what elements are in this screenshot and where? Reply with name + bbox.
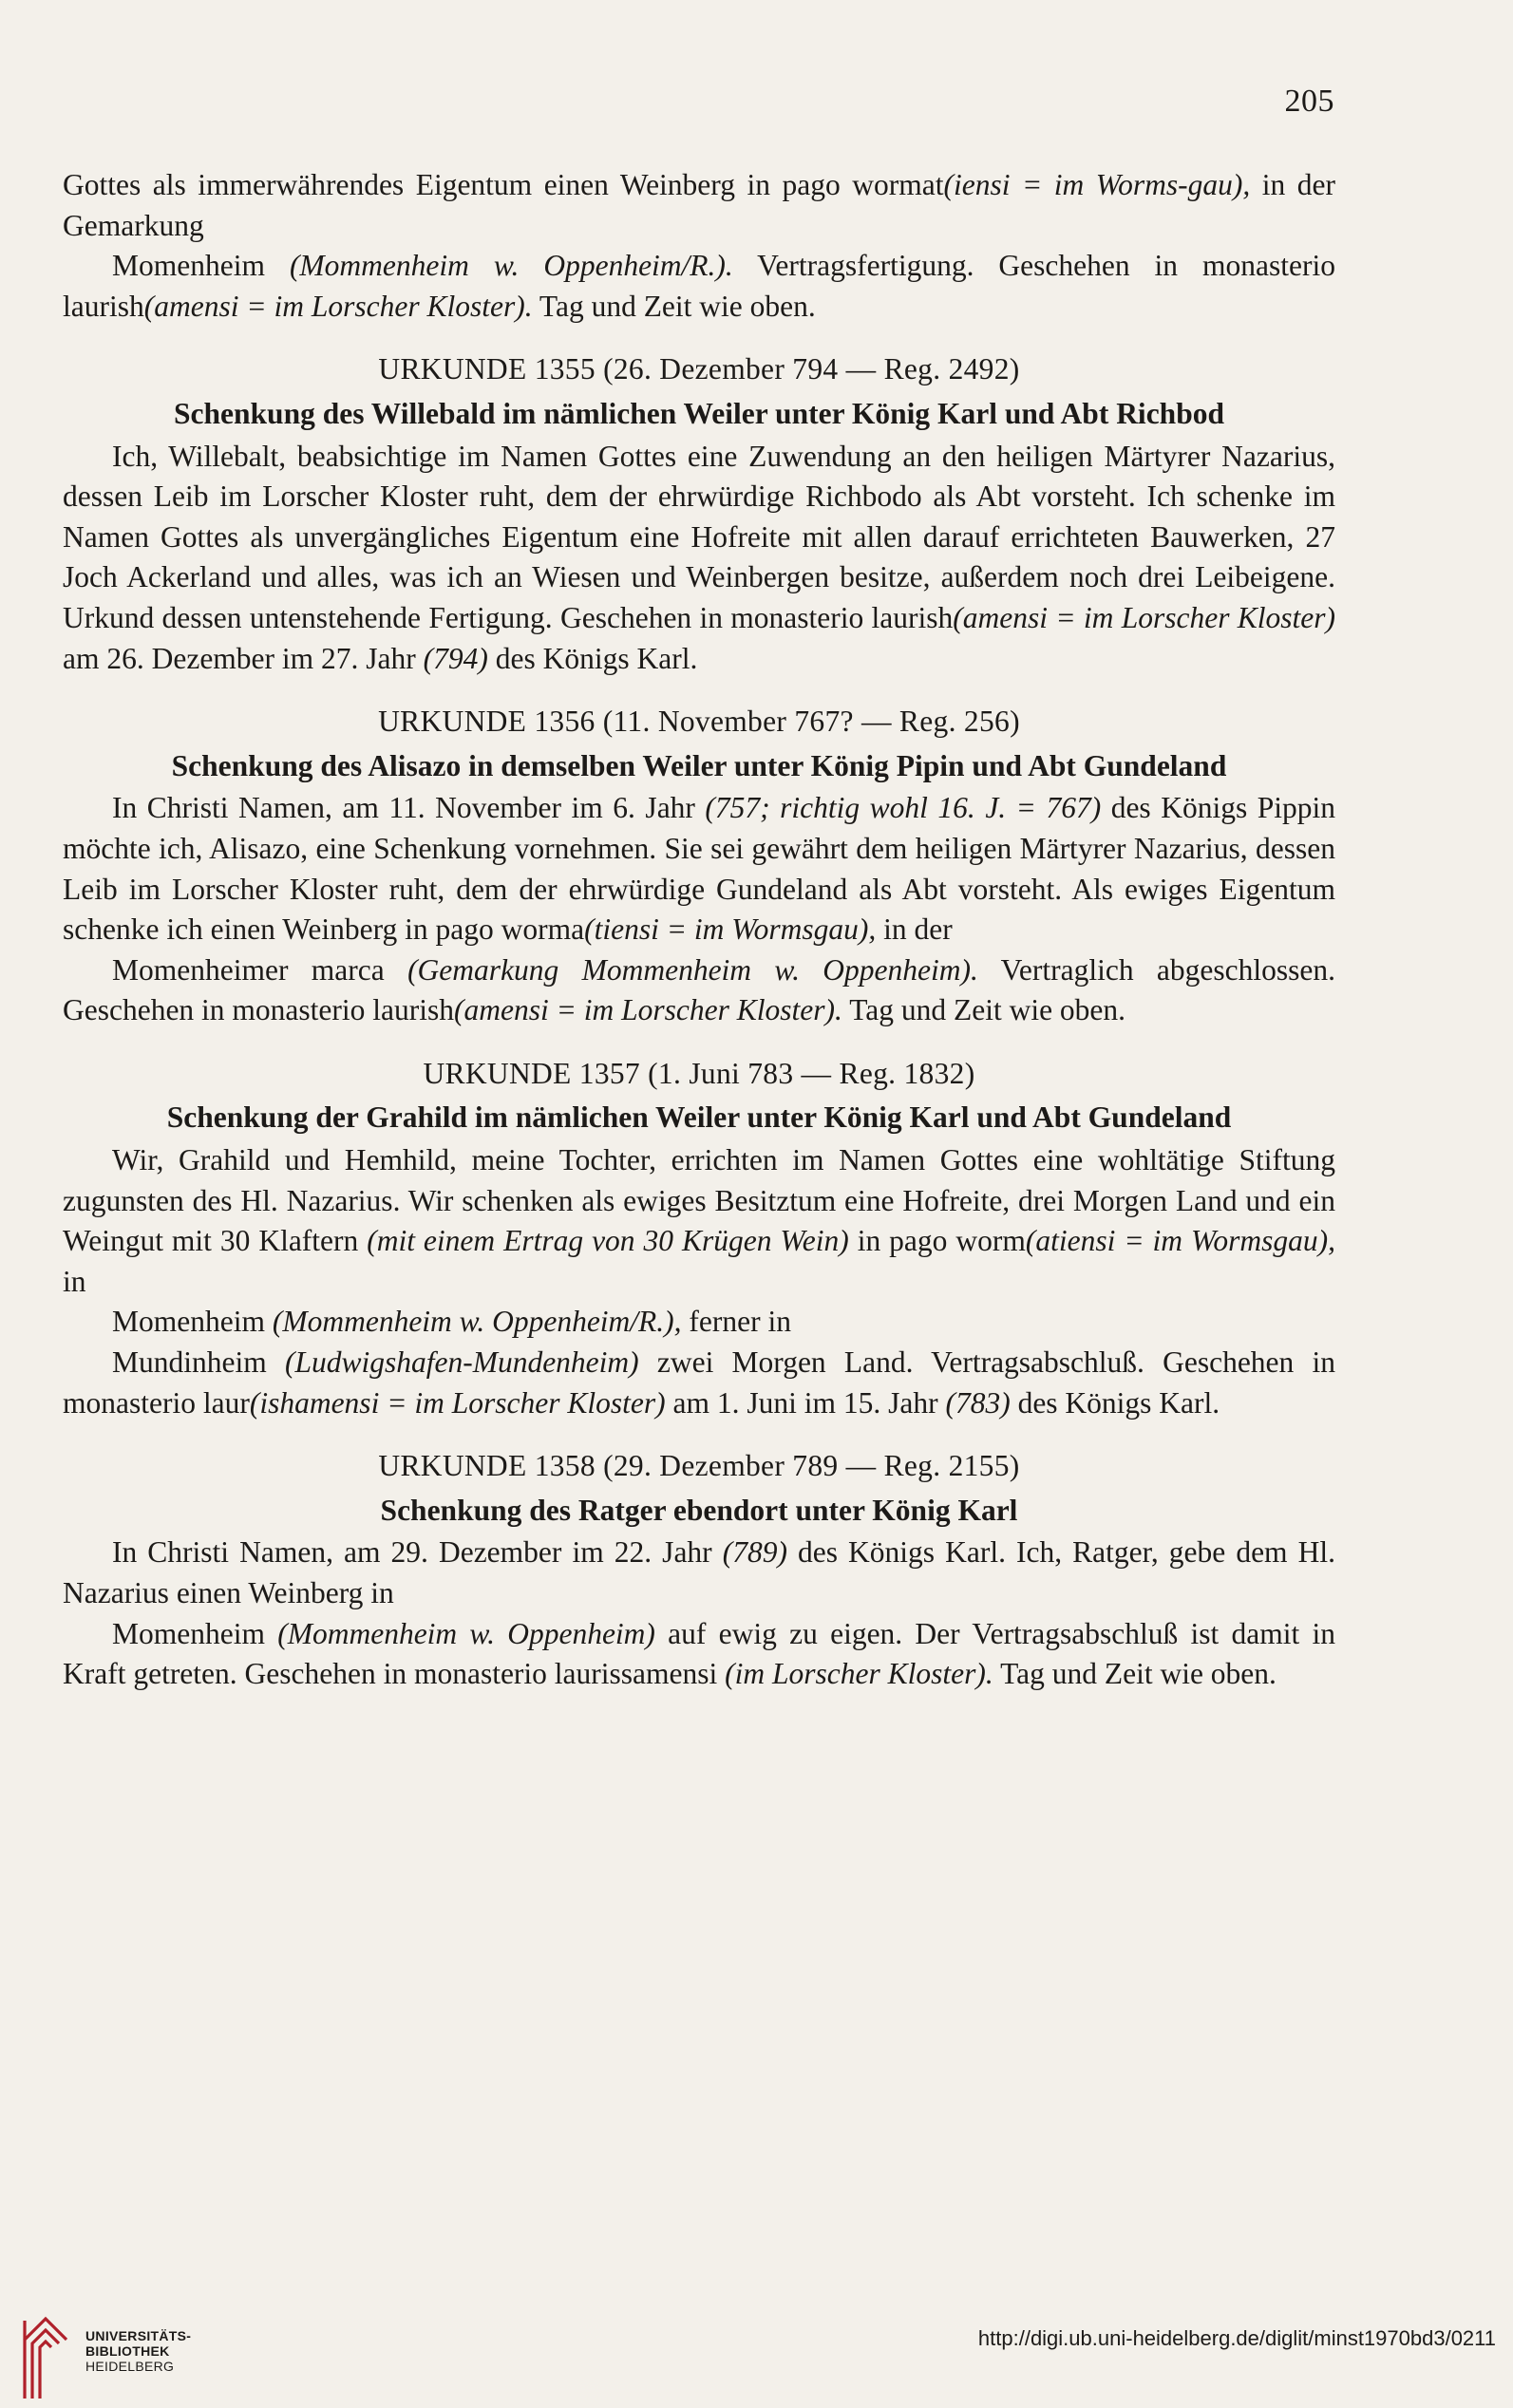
library-logo-icon [17, 2311, 72, 2400]
text-run: in der Gemarkung [63, 168, 1335, 242]
paragraph [63, 1343, 1335, 1423]
italic-run: (Mommenheim w. Oppenheim) [277, 1616, 655, 1650]
paragraph [63, 788, 1335, 950]
italic-run: (789) [722, 1535, 787, 1570]
page-number: 205 [1284, 84, 1334, 119]
text-run: Mundinheim [112, 1345, 285, 1380]
source-url-link[interactable]: http://digi.ub.uni-heidelberg.de/diglit/minst1970bd3/0211 [977, 2326, 1496, 2350]
text-run: Gottes als immerwährendes Eigentum einen Weinberg in pago wormat [63, 168, 944, 201]
text-run: In Christi Namen, am 29. Dezember im 22. Jahr [112, 1535, 723, 1570]
text-run: Vertragsfertigung. Geschehen in monasterio laurish [63, 249, 1335, 323]
italic-run: (tiensi = im Wormsgau), [584, 912, 877, 947]
italic-run: (amensi = im Lorscher Kloster). [454, 993, 842, 1027]
paragraph [63, 1140, 1335, 1302]
document-title-1357: Schenkung der Grahild im nämlichen Weiler unter König Karl und Abt Gundeland [166, 1101, 1232, 1135]
document-title-1355: Schenkung des Willebald im nämlichen Weiler unter König Karl und Abt Richbod [174, 396, 1224, 430]
italic-run: (Gemarkung Mommenheim w. Oppenheim). [407, 952, 978, 987]
paragraph [63, 437, 1335, 680]
text-run: Vertraglich abgeschlossen. Geschehen in monasterio laurish [63, 952, 1335, 1027]
library-name-line: UNIVERSITÄTS- [85, 2328, 192, 2343]
text-run: Tag und Zeit wie oben. [532, 289, 816, 323]
paragraph [63, 1533, 1335, 1613]
text-run: Momenheim [112, 249, 290, 283]
italic-run: (ishamensi = im Lorscher Kloster) [249, 1385, 666, 1420]
italic-run: (794) [423, 641, 488, 675]
footer [0, 2298, 1513, 2408]
text-run: Wir, Grahild und Hemhild, meine Tochter, errichten im Namen Gottes eine wohltätige Stiftung zugunsten des Hl. Nazarius. Wir schenken als ewiges Besitztum eine Hofreite, drei Morgen Land und ein Weingut mit 30 Klaftern [63, 1143, 1335, 1258]
text-run: zwei Morgen Land. Vertragsabschluß. Geschehen in monasterio laur [63, 1345, 1335, 1420]
text-run: auf ewig zu eigen. Der Vertragsabschluß ist damit in Kraft getreten. Geschehen in monasterio laurissamensi [63, 1616, 1336, 1691]
text-run: ferner in [681, 1305, 791, 1339]
document-title-1356: Schenkung des Alisazo in demselben Weiler unter König Pipin und Abt Gundeland [171, 748, 1227, 782]
paragraph [63, 1302, 1335, 1343]
italic-run: (Mommenheim w. Oppenheim/R.), [272, 1305, 682, 1339]
italic-run: (757; richtig wohl 16. J. = 767) [705, 791, 1102, 825]
paragraph [63, 1614, 1335, 1695]
italic-run: (Ludwigshafen-Mundenheim) [284, 1345, 639, 1380]
text-run: des Königs Karl. Ich, Ratger, gebe dem Hl. Nazarius einen Weinberg in [63, 1535, 1335, 1609]
text-run: am 26. Dezember im 27. Jahr [63, 641, 424, 675]
text-run: Tag und Zeit wie oben. [842, 993, 1126, 1027]
italic-run: (iensi = im Worms-gau), [943, 168, 1251, 201]
text-run: in der [876, 912, 953, 947]
text-run: in pago worm [848, 1224, 1026, 1258]
italic-run: (amensi = im Lorscher Kloster). [143, 289, 533, 323]
text-run: des Königs Karl. [487, 641, 698, 675]
text-run: in [63, 1264, 86, 1298]
document-heading-1356: URKUNDE 1356 (11. November 767? — Reg. 256) [378, 705, 1020, 739]
document-heading-1358: URKUNDE 1358 (29. Dezember 789 — Reg. 2155) [378, 1449, 1020, 1483]
library-name-line: BIBLIOTHEK [85, 2343, 170, 2359]
text-run: am 1. Juni im 15. Jahr [665, 1385, 946, 1420]
text-run: Momenheim [112, 1305, 273, 1339]
page-content [63, 165, 1335, 1695]
italic-run: (atiensi = im Wormsgau), [1025, 1224, 1335, 1258]
document-title-1358: Schenkung des Ratger ebendort unter König Karl [380, 1493, 1018, 1527]
paragraph [63, 950, 1335, 1031]
italic-run: (Mommenheim w. Oppenheim/R.). [289, 249, 733, 283]
document-heading-1357: URKUNDE 1357 (1. Juni 783 — Reg. 1832) [423, 1056, 975, 1090]
text-run: Momenheim [112, 1616, 278, 1650]
italic-run: (im Lorscher Kloster). [725, 1657, 993, 1691]
text-run: des Königs Karl. [1010, 1385, 1220, 1420]
library-name [85, 2328, 191, 2374]
paragraph [63, 165, 1335, 246]
text-run: Tag und Zeit wie oben. [993, 1657, 1277, 1691]
italic-run: (amensi = im Lorscher Kloster) [953, 600, 1336, 634]
text-run: In Christi Namen, am 11. November im 6. Jahr [112, 791, 706, 825]
text-run: des Königs Pippin möchte ich, Alisazo, eine Schenkung vornehmen. Sie sei gewährt dem heiligen Märtyrer Nazarius, dessen Leib im Lorscher Kloster ruht, dem der ehrwürdige Gundeland als Abt vorsteht. Als ewiges Eigentum schenke ich einen Weinberg in pago worma [63, 791, 1335, 947]
text-run: Momenheimer marca [112, 952, 408, 987]
italic-run: (mit einem Ertrag von 30 Krügen Wein) [367, 1224, 849, 1258]
text-run: Ich, Willebalt, beabsichtige im Namen Gottes eine Zuwendung an den heiligen Märtyrer Nazarius, dessen Leib im Lorscher Kloster ruht, dem der ehrwürdige Richbodo als Abt vorsteht. Ich schenke im Namen Gottes als unvergängliches Eigentum eine Hofreite mit allen darauf errichteten Bauwerken, 27 Joch Ackerland und alles, was ich an Wiesen und Weinbergen besitze, außerdem noch drei Leibeigene. Urkund dessen untenstehende Fertigung. Geschehen in monasterio laurish [63, 439, 1335, 634]
italic-run: (783) [945, 1385, 1011, 1420]
paragraph [63, 246, 1335, 327]
library-name-line: HEIDELBERG [85, 2359, 175, 2374]
document-heading-1355: URKUNDE 1355 (26. Dezember 794 — Reg. 2492) [378, 352, 1020, 386]
